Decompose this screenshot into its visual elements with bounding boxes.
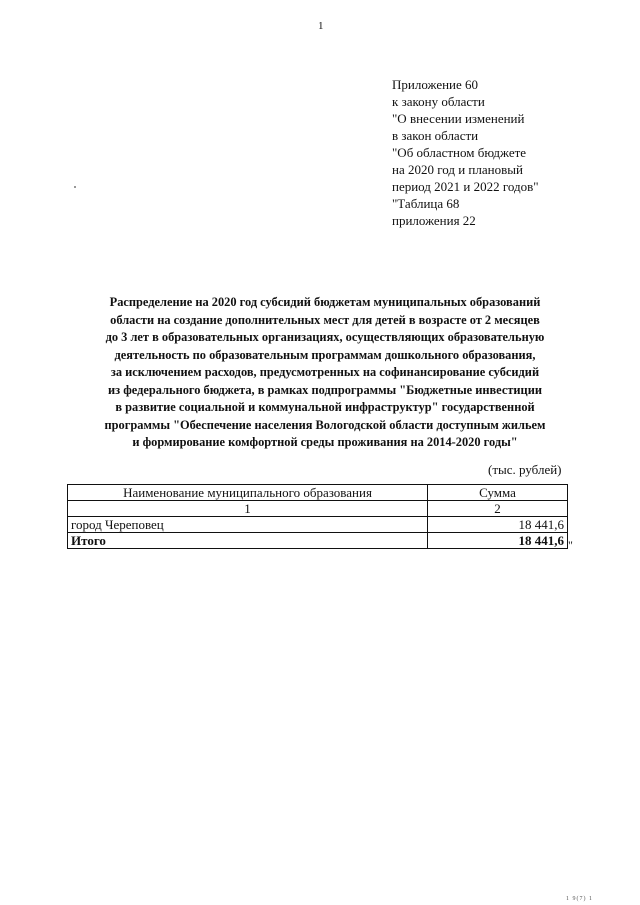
appendix-line: "Таблица 68	[392, 196, 460, 211]
footer-mark: 1 9(7) 1	[566, 896, 593, 902]
appendix-line: Приложение 60	[392, 77, 479, 92]
title-line: области на создание дополнительных мест для детей в возрасте от 2 месяцев	[110, 312, 540, 327]
total-row	[68, 533, 568, 549]
column-number: 1	[68, 501, 428, 517]
total-label: Итого	[68, 533, 428, 549]
column-number: 2	[428, 501, 568, 517]
appendix-line: к закону области	[392, 94, 485, 109]
appendix-line: период 2021 и 2022 годов"	[392, 179, 539, 194]
title-line: программы "Обеспечение населения Вологодской области доступным жильем	[104, 417, 546, 432]
column-number-row	[68, 501, 568, 517]
title-line: деятельность по образовательным программам дошкольного образования,	[114, 347, 536, 362]
closing-quote: "	[568, 538, 573, 552]
scan-dot	[74, 186, 76, 188]
appendix-line: "Об областном бюджете	[392, 145, 527, 160]
title-line: Распределение на 2020 год субсидий бюджетам муниципальных образований	[109, 295, 541, 309]
appendix-line: "О внесении изменений	[392, 111, 525, 126]
header-amount: Сумма	[428, 485, 568, 501]
title-line: до 3 лет в образовательных организациях, осуществляющих образовательную	[105, 330, 545, 344]
municipality-amount: 18 441,6	[428, 517, 568, 533]
title-line: за исключением расходов, предусмотренных на софинансирование субсидий	[110, 365, 540, 379]
title-line: в развитие социальной и коммунальной инфраструктур" государственной	[115, 400, 535, 414]
appendix-line: на 2020 год и плановый	[392, 162, 523, 177]
allocation-table	[67, 484, 567, 549]
title-line: из федерального бюджета, в рамках подпрограммы "Бюджетные инвестиции	[108, 382, 542, 397]
total-amount: 18 441,6	[428, 533, 568, 549]
header-name: Наименование муниципального образования	[68, 485, 428, 501]
appendix-line: приложения 22	[392, 213, 476, 228]
appendix-line: в закон области	[392, 128, 479, 143]
table-row	[68, 517, 568, 533]
units-label: (тыс. рублей)	[488, 462, 562, 477]
table-header-row	[68, 485, 568, 501]
municipality-name: город Череповец	[68, 517, 428, 533]
appendix-reference	[392, 76, 632, 229]
title-line: и формирование комфортной среды проживания на 2014-2020 годы"	[132, 435, 518, 449]
document-title	[60, 294, 590, 452]
table	[67, 484, 568, 549]
page-number: 1	[318, 20, 324, 32]
